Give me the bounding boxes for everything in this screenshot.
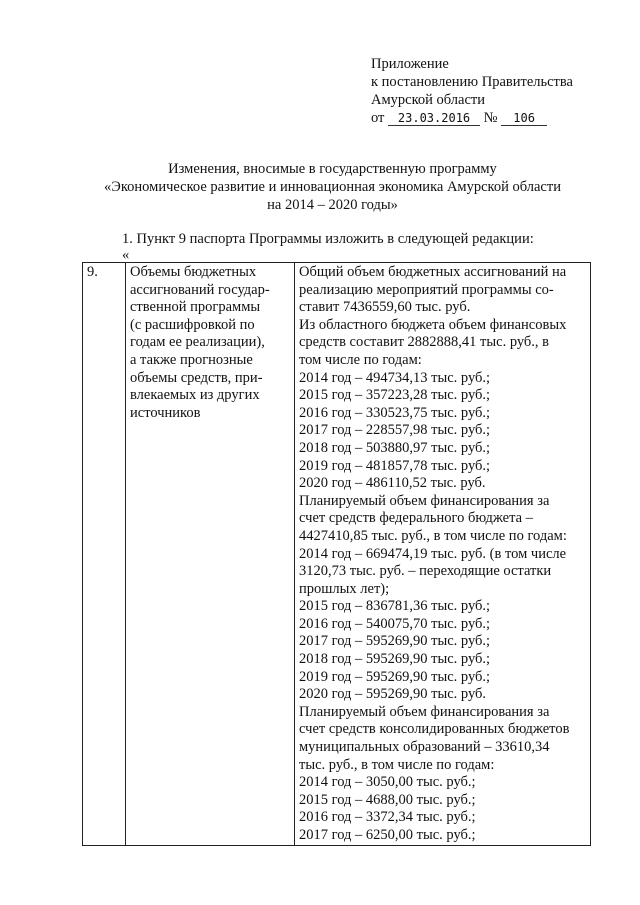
value-line: Планируемый объем финансирования за bbox=[299, 492, 550, 509]
label-line: Объемы бюджетных bbox=[130, 264, 257, 280]
value-line: Общий объем бюджетных ассигнований на bbox=[299, 264, 567, 280]
passport-table bbox=[82, 262, 591, 846]
value-line: 4427410,85 тыс. руб., в том числе по годам: bbox=[299, 527, 567, 544]
value-line: Из областного бюджета объем финансовых bbox=[299, 316, 567, 333]
value-line: ставит 7436559,60 тыс. руб. bbox=[299, 299, 471, 316]
heading-line-1: Изменения, вносимые в государственную программу bbox=[168, 161, 497, 177]
row-number-cell bbox=[83, 263, 126, 846]
item-1-text: 1. Пункт 9 паспорта Программы изложить в следующей редакции: bbox=[122, 231, 534, 247]
label-line: а также прогнозные bbox=[130, 351, 253, 368]
label-line: ственной программы bbox=[130, 299, 261, 316]
value-line: 2018 год – 503880,97 тыс. руб.; bbox=[299, 439, 491, 456]
table-row bbox=[83, 263, 591, 846]
value-line: 2017 год – 595269,90 тыс. руб.; bbox=[299, 633, 491, 650]
value-line: 2014 год – 3050,00 тыс. руб.; bbox=[299, 774, 476, 791]
value-line: муниципальных образований – 33610,34 bbox=[299, 739, 550, 756]
row-number: 9. bbox=[87, 264, 98, 280]
value-line: прошлых лет); bbox=[299, 580, 390, 597]
label-line: годам ее реализации), bbox=[130, 334, 265, 351]
value-line: том числе по годам: bbox=[299, 351, 422, 368]
value-line: 2017 год – 6250,00 тыс. руб.; bbox=[299, 827, 476, 843]
annex-date: 23.03.2016 bbox=[388, 111, 480, 126]
row-label-cell bbox=[126, 263, 295, 846]
label-line: ассигнований государ- bbox=[130, 281, 270, 298]
label-line: (с расшифровкой по bbox=[130, 316, 255, 333]
annex-date-line bbox=[371, 109, 573, 127]
label-line: объемы средств, при- bbox=[130, 369, 263, 386]
heading-line-3: на 2014 – 2020 годы» bbox=[267, 197, 398, 213]
value-line: 2016 год – 540075,70 тыс. руб.; bbox=[299, 615, 491, 632]
annex-region: Амурской области bbox=[371, 92, 485, 108]
value-line: 2016 год – 330523,75 тыс. руб.; bbox=[299, 404, 491, 421]
value-line: 2014 год – 669474,19 тыс. руб. (в том числе bbox=[299, 545, 567, 562]
value-line: 3120,73 тыс. руб. – переходящие остатки bbox=[299, 563, 552, 580]
value-line: 2019 год – 595269,90 тыс. руб.; bbox=[299, 668, 491, 685]
value-line: 2015 год – 836781,36 тыс. руб.; bbox=[299, 598, 491, 615]
value-line: 2016 год – 3372,34 тыс. руб.; bbox=[299, 809, 476, 826]
annex-title: Приложение bbox=[371, 56, 449, 72]
annex-block bbox=[371, 55, 573, 127]
value-line: тыс. руб., в том числе по годам: bbox=[299, 756, 495, 773]
heading-line-2: «Экономическое развитие и инновационная экономика Амурской области bbox=[104, 179, 561, 195]
value-line: 2017 год – 228557,98 тыс. руб.; bbox=[299, 422, 491, 439]
document-heading bbox=[60, 160, 605, 214]
value-line: 2015 год – 4688,00 тыс. руб.; bbox=[299, 791, 476, 808]
value-line: счет средств консолидированных бюджетов bbox=[299, 721, 570, 738]
value-line: 2020 год – 595269,90 тыс. руб. bbox=[299, 686, 487, 703]
value-line: 2014 год – 494734,13 тыс. руб.; bbox=[299, 369, 491, 386]
value-line: реализацию мероприятий программы со- bbox=[299, 281, 554, 298]
value-line: счет средств федерального бюджета – bbox=[299, 510, 533, 527]
value-line: 2020 год – 486110,52 тыс. руб. bbox=[299, 475, 486, 492]
annex-number: 106 bbox=[501, 111, 547, 126]
label-line: влекаемых из других bbox=[130, 387, 260, 404]
value-line: 2019 год – 481857,78 тыс. руб.; bbox=[299, 457, 491, 474]
value-line: 2018 год – 595269,90 тыс. руб.; bbox=[299, 651, 491, 668]
annex-from-label: от bbox=[371, 110, 385, 126]
value-line: 2015 год – 357223,28 тыс. руб.; bbox=[299, 387, 491, 404]
row-value-cell bbox=[295, 263, 591, 846]
open-quote: « bbox=[122, 247, 130, 263]
annex-resolution: к постановлению Правительства bbox=[371, 74, 573, 90]
value-line: Планируемый объем финансирования за bbox=[299, 703, 550, 720]
value-line: средств составит 2882888,41 тыс. руб., в bbox=[299, 334, 550, 351]
annex-number-label: № bbox=[483, 110, 498, 126]
label-line: источников bbox=[130, 404, 201, 421]
